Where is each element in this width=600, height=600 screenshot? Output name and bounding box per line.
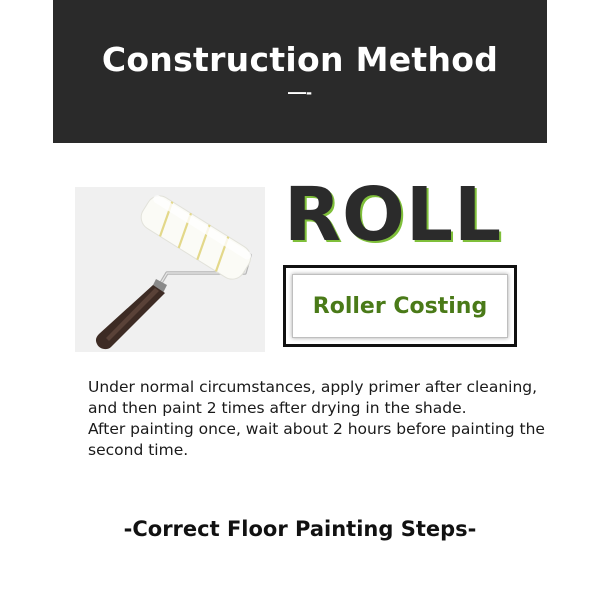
description-line-1: Under normal circumstances, apply primer after cleaning, and then paint 2 times after drying in the shade. — [88, 378, 538, 417]
section-footer-title: -Correct Floor Painting Steps- — [123, 517, 477, 541]
header-banner — [53, 0, 547, 143]
method-label-text: Roller Costing — [312, 293, 488, 319]
roll-headline: ROLL — [284, 172, 503, 258]
method-label-box — [283, 265, 517, 347]
description-text — [88, 377, 558, 461]
description-line-2: After painting once, wait about 2 hours before painting the second time. — [88, 420, 545, 459]
method-label-inner — [292, 274, 508, 338]
paint-roller-icon — [75, 187, 265, 352]
page-title: Construction Method — [101, 40, 499, 79]
title-divider-mark: —- — [288, 82, 312, 102]
